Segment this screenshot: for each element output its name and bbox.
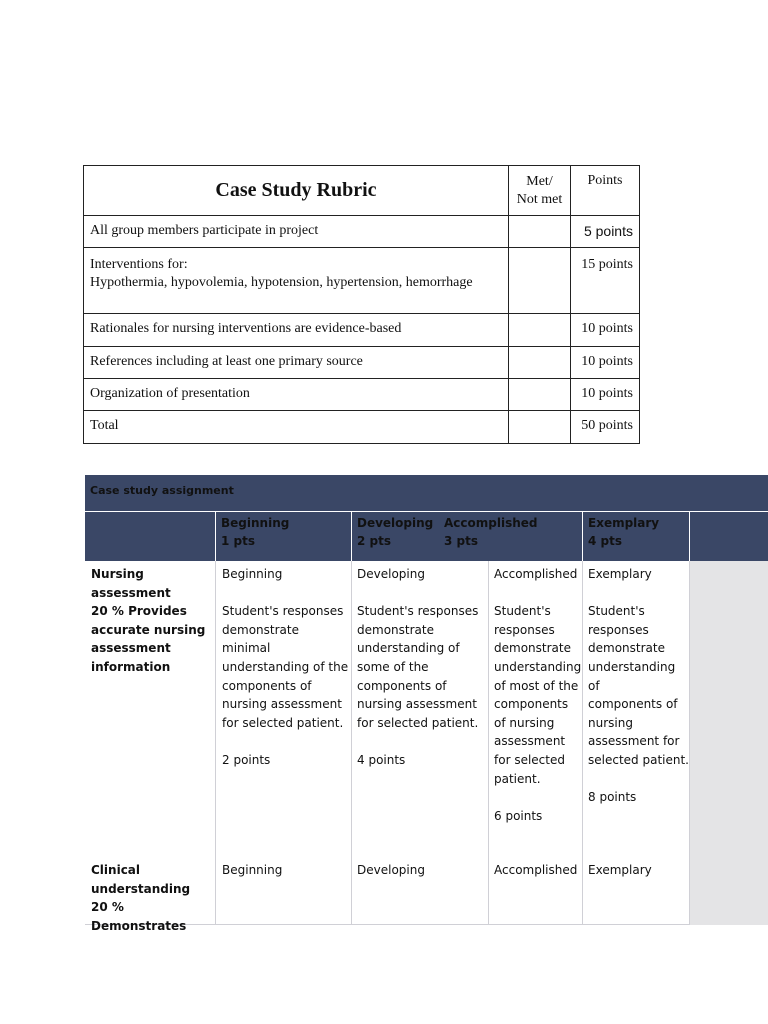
rating-desc-line: for selected bbox=[494, 752, 565, 767]
rating-desc-line: Student's responses bbox=[357, 604, 479, 619]
points-cell: 50 points bbox=[571, 411, 640, 444]
level-pts: 4 pts bbox=[588, 534, 622, 548]
level-name: Beginning bbox=[221, 516, 290, 530]
rating-cell-beginning bbox=[222, 565, 350, 770]
table-row bbox=[84, 347, 640, 379]
criterion-cell: Total bbox=[84, 411, 509, 444]
rubric-title: Case Study Rubric bbox=[84, 166, 509, 216]
level-header-beginning bbox=[215, 512, 351, 561]
rating-level: Accomplished bbox=[494, 863, 578, 877]
criterion-cell: Organization of presentation bbox=[84, 379, 509, 411]
level-pts: 1 pts bbox=[221, 534, 255, 548]
rubric-body bbox=[85, 561, 768, 933]
rating-desc-line: understanding of bbox=[588, 659, 676, 693]
criterion-line: Clinical bbox=[91, 863, 141, 877]
rating-cell-accomplished bbox=[494, 565, 581, 825]
rating-desc-line: nursing assessment bbox=[222, 697, 342, 712]
rating-desc-line: Student's bbox=[494, 604, 551, 619]
criterion-line: assessment bbox=[91, 641, 171, 656]
points-cell: 10 points bbox=[571, 379, 640, 411]
met-header-line1: Met/ bbox=[526, 174, 553, 189]
met-header bbox=[509, 166, 571, 216]
rating-desc-line: responses bbox=[588, 622, 649, 637]
met-cell[interactable] bbox=[509, 411, 571, 444]
criterion-nursing-assessment bbox=[91, 565, 213, 677]
criterion-clinical-understanding bbox=[91, 861, 213, 935]
rating-desc-line: Student's bbox=[588, 604, 645, 619]
rating-desc-line: demonstrate bbox=[494, 641, 571, 656]
rating-level: Beginning bbox=[222, 863, 283, 877]
case-study-rubric-table bbox=[83, 165, 640, 444]
points-header: Points bbox=[571, 166, 640, 216]
rating-desc-line: for selected patient. bbox=[357, 715, 479, 730]
points-cell: 10 points bbox=[571, 314, 640, 347]
rating-desc-line: responses bbox=[494, 622, 555, 637]
divider bbox=[215, 561, 216, 925]
criterion-cell bbox=[84, 248, 509, 314]
table-row bbox=[84, 216, 640, 248]
assignment-banner: Case study assignment bbox=[85, 475, 768, 511]
rating-level: Accomplished bbox=[494, 567, 578, 581]
divider bbox=[689, 561, 690, 925]
criterion-line: accurate nursing bbox=[91, 622, 206, 637]
rating-desc-line: nursing bbox=[588, 715, 633, 730]
points-cell: 5 points bbox=[571, 216, 640, 248]
level-header-accomplished bbox=[439, 512, 582, 561]
rating-cell-exemplary bbox=[588, 565, 689, 807]
criterion-cell: References including at least one primary source bbox=[84, 347, 509, 379]
level-header-developing bbox=[351, 512, 439, 561]
points-cell: 10 points bbox=[571, 347, 640, 379]
rating-level: Exemplary bbox=[588, 863, 652, 877]
rating-desc-line: components of bbox=[357, 678, 447, 693]
criterion-line: Hypothermia, hypovolemia, hypotension, hypertension, hemorrhage bbox=[90, 275, 473, 290]
rating-desc-line: demonstrate bbox=[357, 622, 434, 637]
rating-desc-line: Student's responses bbox=[222, 604, 344, 619]
met-cell[interactable] bbox=[509, 216, 571, 248]
rating-desc-line: understanding of bbox=[357, 641, 460, 656]
level-name: Accomplished bbox=[444, 516, 538, 530]
rating-desc-line: demonstrate bbox=[588, 641, 665, 656]
grey-column bbox=[689, 561, 768, 925]
rating-level: Developing bbox=[357, 863, 425, 877]
table-row bbox=[84, 379, 640, 411]
points-cell: 15 points bbox=[571, 248, 640, 314]
rating-desc-line: some of the bbox=[357, 659, 429, 674]
rating-level: Beginning bbox=[222, 567, 283, 581]
table-row bbox=[84, 411, 640, 444]
rating-desc-line: components bbox=[494, 697, 569, 712]
assignment-rubric-table bbox=[85, 475, 768, 933]
rating-desc-line: selected patient. bbox=[588, 752, 689, 767]
rating-points: 4 points bbox=[357, 752, 406, 767]
level-pts: 2 pts bbox=[357, 534, 391, 548]
criterion-line: Nursing assessment bbox=[91, 567, 171, 600]
rating-desc-line: nursing assessment bbox=[357, 697, 477, 712]
criterion-line: understanding bbox=[91, 881, 191, 896]
met-cell[interactable] bbox=[509, 379, 571, 411]
criterion-line: 20 % Demonstrates bbox=[91, 900, 187, 933]
rating-desc-line: of nursing bbox=[494, 715, 555, 730]
level-name: Developing bbox=[357, 516, 434, 530]
met-cell[interactable] bbox=[509, 347, 571, 379]
level-header-extra bbox=[689, 512, 768, 561]
rating-level: Developing bbox=[357, 567, 425, 581]
rating-desc-line: components of bbox=[588, 697, 678, 712]
rating-desc-line: demonstrate minimal bbox=[222, 622, 299, 656]
level-pts: 3 pts bbox=[444, 534, 478, 548]
met-cell[interactable] bbox=[509, 248, 571, 314]
rating-desc-line: assessment for bbox=[588, 734, 680, 749]
level-header-exemplary bbox=[582, 512, 689, 561]
rating-desc-line: understanding bbox=[494, 659, 582, 674]
rating-level: Exemplary bbox=[588, 567, 652, 581]
rating-desc-line: patient. bbox=[494, 771, 541, 786]
rating-points: 8 points bbox=[588, 790, 637, 805]
met-cell[interactable] bbox=[509, 314, 571, 347]
criterion-cell: All group members participate in project bbox=[84, 216, 509, 248]
level-header-row bbox=[85, 512, 768, 561]
divider bbox=[582, 561, 583, 925]
rating-desc-line: assessment bbox=[494, 734, 566, 749]
rating-cell-developing bbox=[357, 565, 487, 770]
table-row bbox=[84, 314, 640, 347]
rating-points: 2 points bbox=[222, 752, 271, 767]
rating-desc-line: understanding of the bbox=[222, 659, 349, 674]
rating-desc-line: components of bbox=[222, 678, 312, 693]
criterion-line: Interventions for: bbox=[90, 257, 188, 272]
criterion-line: information bbox=[91, 659, 171, 674]
rating-points: 6 points bbox=[494, 808, 543, 823]
level-name: Exemplary bbox=[588, 516, 660, 530]
rating-desc-line: for selected patient. bbox=[222, 715, 344, 730]
table-row bbox=[84, 248, 640, 314]
criterion-cell: Rationales for nursing interventions are evidence-based bbox=[84, 314, 509, 347]
divider bbox=[351, 561, 352, 925]
rating-desc-line: of most of the bbox=[494, 678, 579, 693]
met-header-line2: Not met bbox=[516, 192, 563, 207]
criterion-line: 20 % Provides bbox=[91, 604, 187, 619]
divider bbox=[488, 561, 489, 925]
